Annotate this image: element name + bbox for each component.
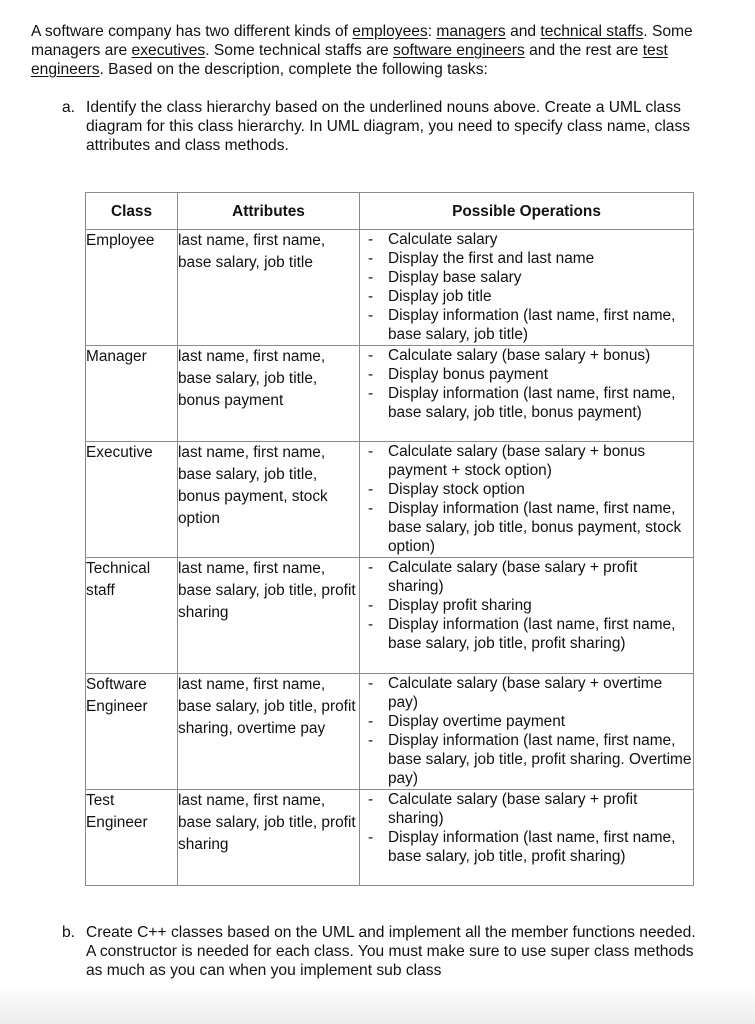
task-b-letter: b.	[62, 924, 76, 941]
header-operations: Possible Operations	[360, 193, 694, 230]
task-b	[62, 923, 702, 980]
class-name: Employee	[86, 230, 178, 346]
underlined-noun-technical-staffs: technical staffs	[540, 23, 644, 40]
underlined-noun-test-engineers: test engineers	[31, 42, 668, 78]
task-a-letter: a.	[62, 99, 76, 116]
operation-item: - Calculate salary	[360, 230, 693, 249]
class-name: Executive	[86, 442, 178, 558]
class-operations	[360, 442, 694, 558]
operation-item: - Display information (last name, first name, base salary, job title, bonus payment)	[360, 384, 693, 422]
operation-item: - Display information (last name, first name, base salary, job title, profit sharing)	[360, 615, 693, 653]
intro-text: and	[505, 23, 541, 40]
header-attributes: Attributes	[178, 193, 360, 230]
operation-item: - Calculate salary (base salary + profit sharing)	[360, 790, 693, 828]
task-a-text: Identify the class hierarchy based on the underlined nouns above. Create a UML class diagram for this class hierarchy. In UML diagram, you need to specify class name, class attributes and class methods.	[86, 99, 691, 154]
table-header-row	[86, 193, 694, 230]
task-a	[62, 98, 702, 155]
class-attributes: last name, first name, base salary, job title, profit sharing, overtime pay	[178, 674, 360, 790]
operation-item: - Display profit sharing	[360, 596, 693, 615]
table-row	[86, 346, 694, 442]
operation-item: - Calculate salary (base salary + bonus)	[360, 346, 693, 365]
class-name: Manager	[86, 346, 178, 442]
operation-item: - Calculate salary (base salary + bonus payment + stock option)	[360, 442, 693, 480]
intro-text: A software company has two different kinds of	[31, 23, 353, 40]
operation-item: - Display the first and last name	[360, 249, 693, 268]
class-name: Software Engineer	[86, 674, 178, 790]
class-operations	[360, 346, 694, 442]
operation-item: - Display overtime payment	[360, 712, 693, 731]
class-attributes: last name, first name, base salary, job title, bonus payment, stock option	[178, 442, 360, 558]
underlined-noun-executives: executives	[131, 42, 206, 59]
operation-item: - Display information (last name, first name, base salary, job title, profit sharing. Overtime pay)	[360, 731, 693, 788]
underlined-noun-software-engineers: software engineers	[393, 42, 525, 59]
class-operations	[360, 558, 694, 674]
intro-text: :	[427, 23, 437, 40]
operation-item: - Display bonus payment	[360, 365, 693, 384]
task-b-text: Create C++ classes based on the UML and implement all the member functions needed. A constructor is needed for each class. You must make sure to use super class methods as much as you can when you implement sub class	[86, 924, 696, 979]
intro-text: . Some technical staffs are	[205, 42, 394, 59]
intro-paragraph	[31, 22, 711, 79]
class-name: Test Engineer	[86, 790, 178, 886]
table-row	[86, 230, 694, 346]
header-class: Class	[86, 193, 178, 230]
table-row	[86, 558, 694, 674]
class-attributes: last name, first name, base salary, job title, profit sharing	[178, 790, 360, 886]
class-operations	[360, 230, 694, 346]
intro-text: . Based on the description, complete the following tasks:	[99, 61, 488, 78]
operation-item: - Display information (last name, first name, base salary, job title, profit sharing)	[360, 828, 693, 866]
class-attributes: last name, first name, base salary, job title, bonus payment	[178, 346, 360, 442]
page-bottom-shadow	[0, 984, 755, 1024]
class-table	[85, 192, 694, 886]
operation-item: - Calculate salary (base salary + profit sharing)	[360, 558, 693, 596]
underlined-noun-employees: employees	[352, 23, 428, 40]
class-attributes: last name, first name, base salary, job title, profit sharing	[178, 558, 360, 674]
operation-item: - Calculate salary (base salary + overtime pay)	[360, 674, 693, 712]
table-row	[86, 674, 694, 790]
underlined-noun-managers: managers	[436, 23, 506, 40]
table-row	[86, 442, 694, 558]
operation-item: - Display stock option	[360, 480, 693, 499]
class-operations	[360, 790, 694, 886]
class-name: Technical staff	[86, 558, 178, 674]
class-attributes: last name, first name, base salary, job title	[178, 230, 360, 346]
intro-text: and the rest are	[524, 42, 643, 59]
operation-item: - Display information (last name, first name, base salary, job title, bonus payment, stock option)	[360, 499, 693, 556]
class-operations	[360, 674, 694, 790]
intro-text: . Some managers are	[31, 23, 693, 59]
operation-item: - Display base salary	[360, 268, 693, 287]
operation-item: - Display information (last name, first name, base salary, job title)	[360, 306, 693, 344]
operation-item: - Display job title	[360, 287, 693, 306]
table-row	[86, 790, 694, 886]
